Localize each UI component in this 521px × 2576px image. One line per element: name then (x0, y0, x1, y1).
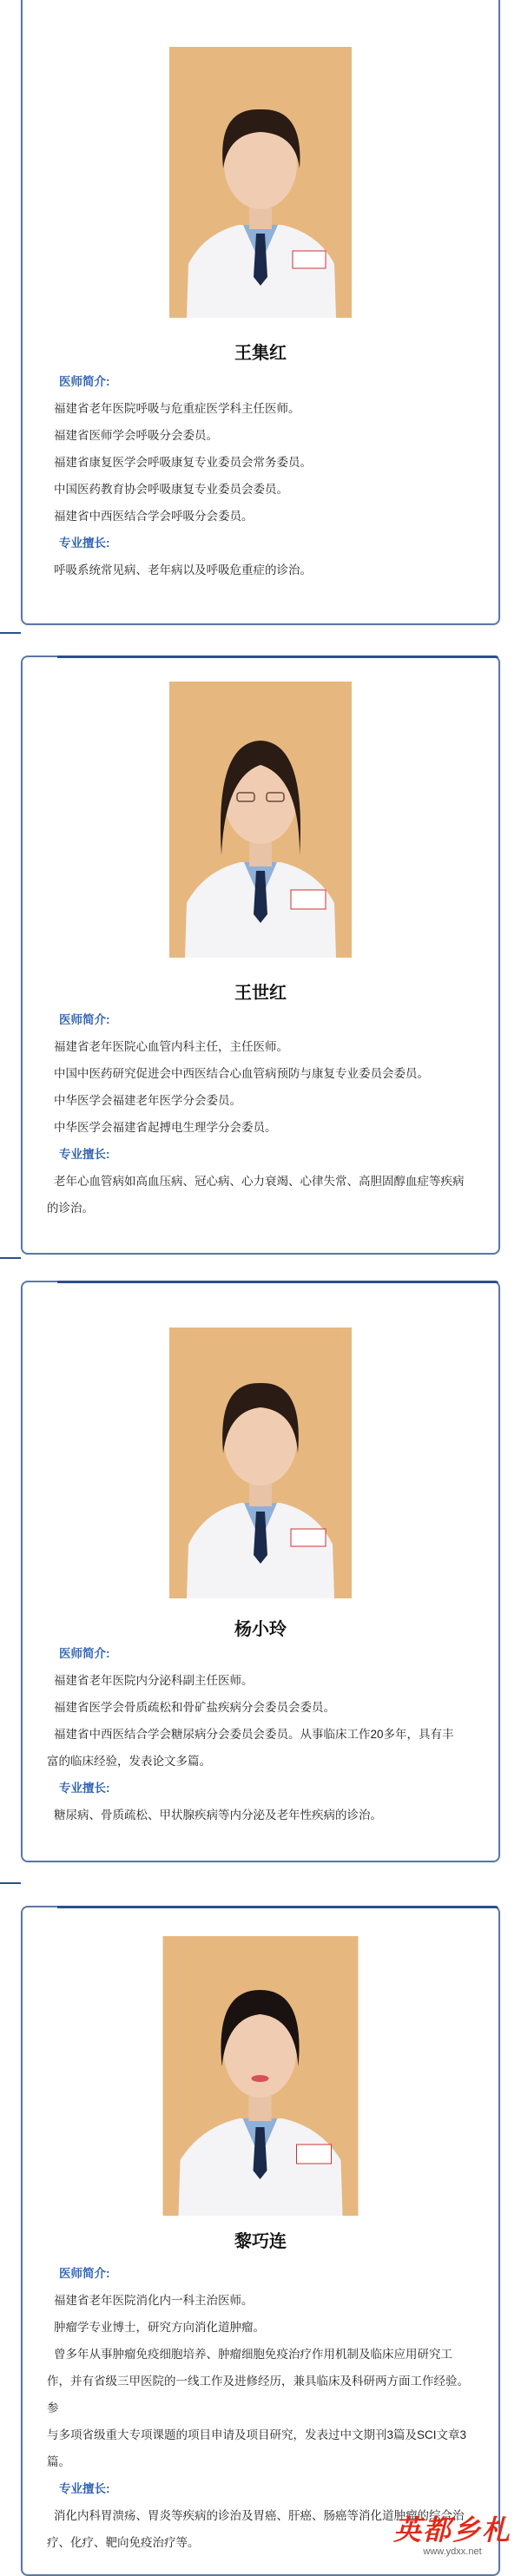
intro-line: 中国中医药研究促进会中西医结合心血管病预防与康复专业委员会委员。 (54, 1067, 429, 1080)
intro-line: 福建省老年医院呼吸与危重症医学科主任医师。 (54, 402, 300, 415)
specialty-label: 专业擅长: (59, 1148, 110, 1161)
specialty-line: 呼吸系统常见病、老年病以及呼吸危重症的诊治。 (54, 563, 312, 576)
specialty-label: 专业擅长: (59, 537, 110, 550)
intro-line: 中华医学会福建老年医学分会委员。 (54, 1094, 241, 1107)
site-watermark (387, 2513, 518, 2566)
doctor-photo (169, 47, 352, 318)
intro-label: 医师简介: (59, 2267, 110, 2280)
watermark-url: www.ydxx.net (423, 2546, 482, 2557)
intro-line: 作，并有省级三甲医院的一线工作及进修经历，兼具临床及科研两方面工作经验。参 (47, 2375, 469, 2415)
intro-line: 福建省中西医结合学会呼吸分会委员。 (54, 510, 254, 523)
doctor-name: 王集红 (234, 344, 287, 363)
intro-line: 篇。 (47, 2455, 70, 2468)
specialty-label: 专业擅长: (59, 2482, 110, 2495)
specialty-line: 消化内科胃溃疡、胃炎等疾病的诊治及胃癌、肝癌、肠癌等消化道肿瘤的综合治 (54, 2509, 465, 2522)
specialty-line: 疗、化疗、靶向免疫治疗等。 (47, 2536, 200, 2549)
intro-line: 富的临床经验，发表论文多篇。 (47, 1755, 211, 1768)
intro-line: 福建省老年医院消化内一科主治医师。 (54, 2294, 254, 2307)
doctor-name: 王世红 (234, 984, 287, 1003)
doctor-photo (163, 1936, 359, 2216)
doctor-card (21, 656, 500, 1255)
specialty-line: 糖尿病、骨质疏松、甲状腺疾病等内分泌及老年性疾病的诊治。 (54, 1808, 382, 1822)
intro-line: 福建省康复医学会呼吸康复专业委员会常务委员。 (54, 456, 312, 469)
intro-line: 中国医药教育协会呼吸康复专业委员会委员。 (54, 483, 288, 496)
watermark-logo: 英都乡札 (392, 2513, 511, 2546)
doctor-card (21, 1281, 500, 1862)
intro-line: 中华医学会福建省起搏电生理学分会委员。 (54, 1121, 277, 1134)
divider-line (0, 1882, 21, 1884)
card-top-bar (57, 1281, 498, 1283)
doctor-name: 黎巧连 (234, 2232, 287, 2251)
intro-label: 医师简介: (59, 375, 110, 388)
intro-label: 医师简介: (59, 1647, 110, 1660)
intro-line: 肿瘤学专业博士，研究方向消化道肿瘤。 (54, 2321, 265, 2334)
doctor-photo (169, 682, 352, 958)
divider-line (0, 1257, 21, 1259)
doctor-name: 杨小玲 (234, 1620, 287, 1639)
divider-line (0, 632, 21, 634)
intro-line: 与多项省级重大专项课题的项目申请及项目研究，发表过中文期刊3篇及SCI文章3 (47, 2428, 467, 2441)
intro-line: 福建省中西医结合学会糖尿病分会委员会委员。从事临床工作20多年，具有丰 (54, 1728, 454, 1741)
doctor-card (21, 0, 500, 625)
doctor-card (21, 1906, 500, 2576)
intro-line: 福建省医师学会呼吸分会委员。 (54, 429, 218, 442)
doctor-photo (169, 1328, 352, 1598)
specialty-line: 的诊治。 (47, 1202, 94, 1215)
intro-line: 福建省老年医院心血管内科主任，主任医师。 (54, 1040, 288, 1053)
intro-line: 福建省老年医院内分泌科副主任医师。 (54, 1674, 254, 1687)
card-top-bar (57, 1906, 498, 1908)
intro-line: 曾多年从事肿瘤免疫细胞培养、肿瘤细胞免疫治疗作用机制及临床应用研究工 (54, 2348, 452, 2361)
intro-line: 福建省医学会骨质疏松和骨矿盐疾病分会委员会委员。 (54, 1701, 335, 1714)
card-top-bar (57, 656, 498, 658)
specialty-label: 专业擅长: (59, 1782, 110, 1795)
intro-label: 医师简介: (59, 1013, 110, 1026)
specialty-line: 老年心血管病如高血压病、冠心病、心力衰竭、心律失常、高胆固醇血症等疾病 (54, 1175, 465, 1188)
